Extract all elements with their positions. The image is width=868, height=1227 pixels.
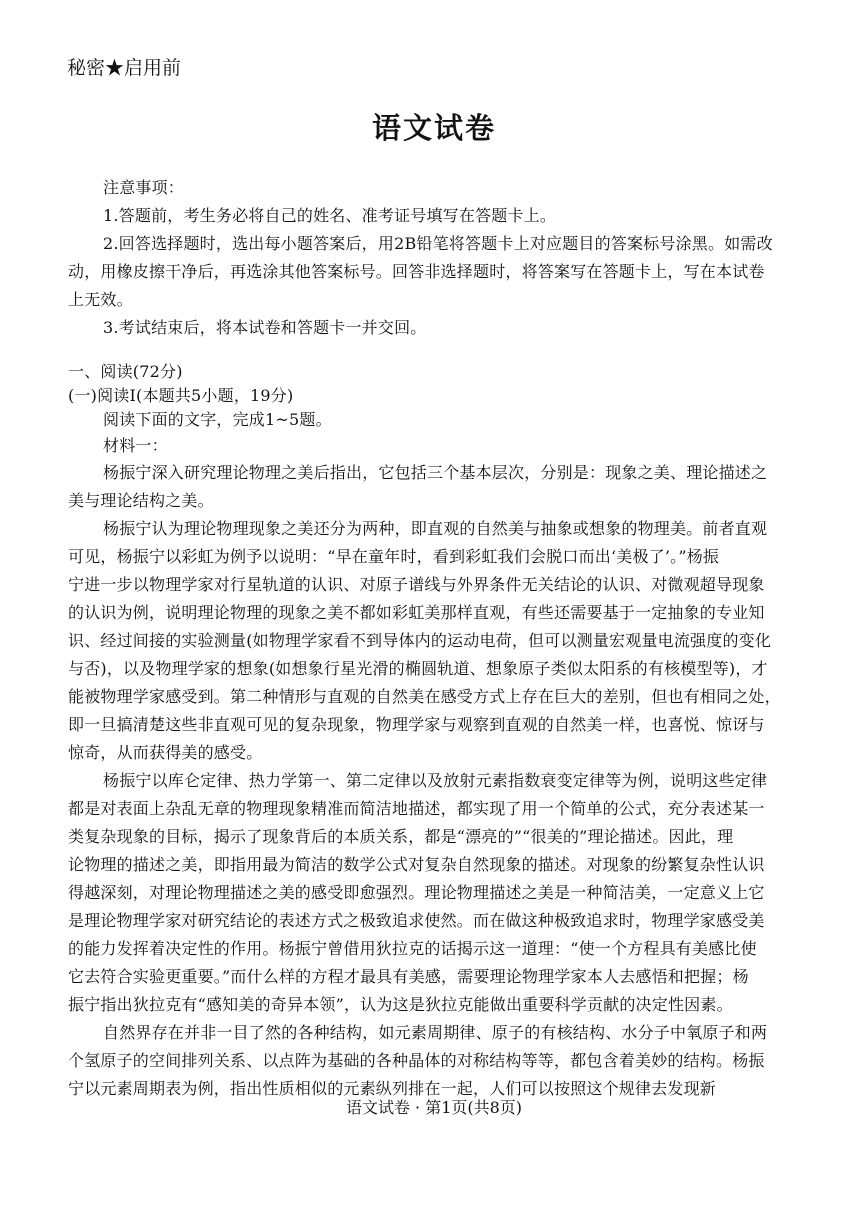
body-line: 得越深刻，对理论物理描述之美的感受即愈强烈。理论物理描述之美是一种简洁美，一定意义上它 [68, 883, 765, 902]
notice-line: 动，用橡皮擦干净后，再选涂其他答案标号。回答非选择题时，将答案写在答题卡上，写在本试卷 [68, 262, 765, 281]
page-footer: 语文试卷 · 第1页(共8页) [345, 1098, 523, 1117]
body-line: 论物理的描述之美，即指用最为简洁的数学公式对复杂自然现象的描述。对现象的纷繁复杂性认识 [68, 855, 765, 874]
part-heading: 一、阅读(72分) [68, 362, 183, 381]
body-line: 宁以元素周期表为例，指出性质相似的元素纵列排在一起，人们可以按照这个规律去发现新 [68, 1079, 717, 1098]
notice-line: 2.回答选择题时，选出每小题答案后，用2B铅笔将答题卡上对应题目的答案标号涂黑。如需改 [103, 234, 773, 253]
body-line: 美与理论结构之美。 [68, 491, 214, 510]
page-title: 语文试卷 [371, 111, 496, 145]
body-line: 类复杂现象的目标，揭示了现象背后的本质关系，都是“漂亮的”“很美的”理论描述。因此，理 [68, 827, 734, 846]
body-line: 杨振宁以库仑定律、热力学第一、第二定律以及放射元素指数衰变定律等为例，说明这些定律 [103, 771, 768, 790]
body-line: 的认识为例，说明理论物理的现象之美不都如彩虹美那样直观，有些还需要基于一定抽象的专业知 [68, 603, 765, 622]
sub-heading: (一)阅读Ⅰ(本题共5小题，19分) [68, 386, 294, 405]
material-label: 材料一： [103, 436, 168, 455]
body-line: 惊奇，从而获得美的感受。 [68, 743, 263, 762]
body-line: 与否)，以及物理学家的想象(如想象行星光滑的椭圆轨道、想象原子类似太阳系的有核模型等)，才 [68, 659, 768, 678]
notice-line: 1.答题前，考生务必将自己的姓名、准考证号填写在答题卡上。 [103, 206, 557, 225]
body-line: 振宁指出狄拉克有“感知美的奇异本领”，认为这是狄拉克能做出重要科学贡献的决定性因素。 [68, 995, 733, 1014]
body-line: 的能力发挥着决定性的作用。杨振宁曾借用狄拉克的话揭示这一道理：“使一个方程具有美感比使 [68, 939, 757, 958]
body-line: 它去符合实验更重要。”而什么样的方程才最具有美感，需要理论物理学家本人去感悟和把握；杨 [68, 967, 749, 986]
body-line: 宁进一步以物理学家对行星轨道的认识、对原子谱线与外界条件无关结论的认识、对微观超导现象 [68, 575, 765, 594]
notice-line: 上无效。 [68, 290, 133, 309]
confidential-label: 秘密★启用前 [67, 57, 182, 79]
body-line: 是理论物理学家对研究结论的表述方式之极致追求使然。而在做这种极致追求时，物理学家感受美 [68, 911, 765, 930]
body-line: 都是对表面上杂乱无章的物理现象精准而简洁地描述，都实现了用一个简单的公式，充分表述某一 [68, 799, 765, 818]
instruction-text: 阅读下面的文字，完成1~5题。 [103, 410, 332, 429]
body-line: 自然界存在并非一目了然的各种结构，如元素周期律、原子的有核结构、水分子中氧原子和两 [103, 1023, 768, 1042]
body-line: 即一旦搞清楚这些非直观可见的复杂现象，物理学家与观察到直观的自然美一样，也喜悦、惊讶与 [68, 715, 765, 734]
body-line: 识、经过间接的实验测量(如物理学家看不到导体内的运动电荷，但可以测量宏观量电流强度的变化 [68, 631, 772, 650]
body-line: 能被物理学家感受到。第二种情形与直观的自然美在感受方式上存在巨大的差别，但也有相同之处， [68, 687, 781, 706]
body-line: 可见，杨振宁以彩虹为例予以说明：“早在童年时，看到彩虹我们会脱口而出‘美极了’。”杨振 [68, 547, 720, 566]
body-line: 个氢原子的空间排列关系、以点阵为基础的各种晶体的对称结构等等，都包含着美妙的结构。杨振 [68, 1051, 765, 1070]
body-line: 杨振宁深入研究理论物理之美后指出，它包括三个基本层次，分别是：现象之美、理论描述之 [103, 463, 768, 482]
notice-heading: 注意事项： [103, 178, 185, 197]
body-line: 杨振宁认为理论物理现象之美还分为两种，即直观的自然美与抽象或想象的物理美。前者直观 [103, 519, 768, 538]
notice-line: 3.考试结束后，将本试卷和答题卡一并交回。 [103, 318, 427, 337]
